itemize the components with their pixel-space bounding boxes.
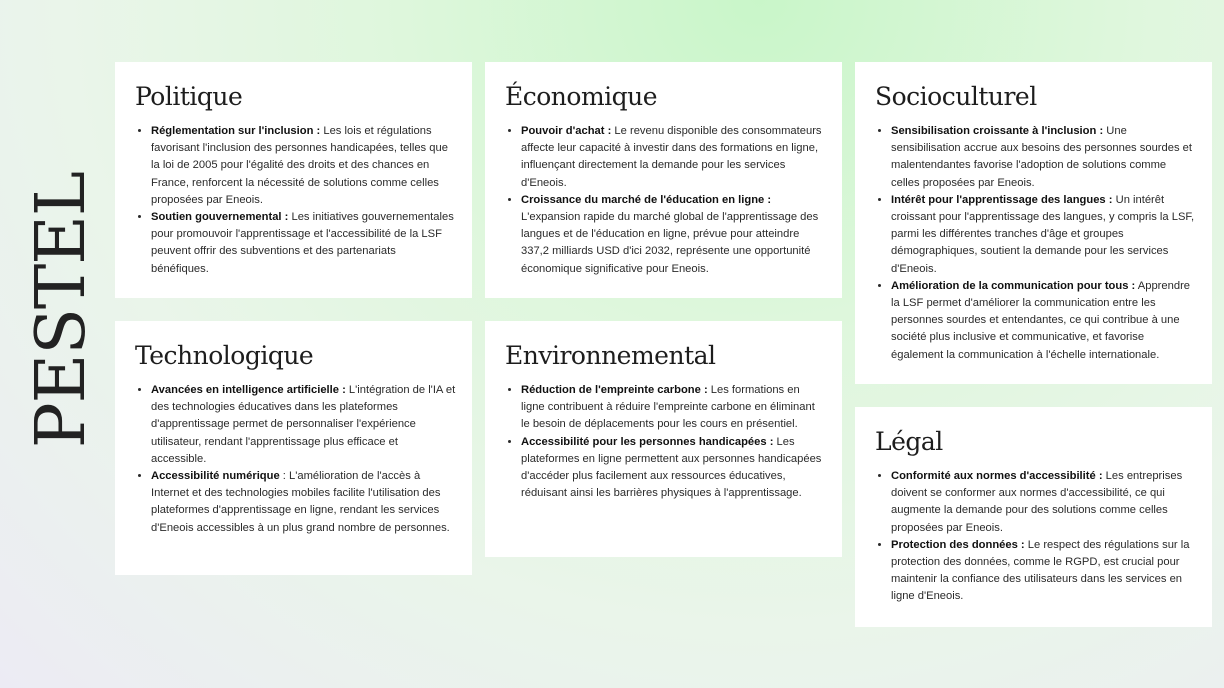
item-text: Le revenu disponible des consommateurs affecte leur capacité à investir dans des formations en ligne, influençant directement la demande pour les services d'Eneois. [521,125,822,189]
card-socioculturel [855,62,1212,384]
item-heading: Conformité aux normes d'accessibilité : [891,470,1103,482]
bullet-list [875,123,1196,364]
card-technologique [115,321,472,575]
list-item [521,192,826,278]
item-heading: Réduction de l'empreinte carbone : [521,384,708,396]
item-heading: Sensibilisation croissante à l'inclusion : [891,125,1104,137]
card-economique [485,62,842,298]
card-title: Politique [135,82,243,111]
list-item [521,434,826,503]
list-item [151,468,456,537]
bullet-list [505,123,826,278]
card-title: Économique [505,82,658,111]
list-item [891,123,1196,192]
list-item [891,192,1196,278]
item-text: Les lois et régulations favorisant l'inclusion des personnes handicapées, telles que la loi de 2005 pour l'égalité des droits et des chances en France, renforcent la nécessité de solutions comme celles proposées par Eneois. [151,125,448,206]
item-heading: Avancées en intelligence artificielle : [151,384,346,396]
item-text: : L'amélioration de l'accès à Internet et des technologies mobiles facilite l'utilisation des plateformes d'apprentissage en ligne, rendant les services d'Eneois accessibles à un plus grand nombre de personnes. [151,470,450,534]
item-text: Une sensibilisation accrue aux besoins des personnes sourdes et malentendantes favorise l'adoption de solutions comme celles proposées par Eneois. [891,125,1192,189]
list-item [891,537,1196,606]
bullet-list [135,382,456,537]
item-heading: Accessibilité pour les personnes handicapées : [521,435,774,448]
card-title: Environnemental [505,341,716,370]
item-text: L'intégration de l'IA et des technologies éducatives dans les plateformes d'apprentissage permet de personnaliser l'expérience utilisateur, rendant l'apprentissage plus efficace et accessible. [151,384,456,465]
item-text: Les plateformes en ligne permettent aux personnes handicapées d'accéder plus facilement aux ressources éducatives, réduisant ainsi les barrières physiques à l'apprentissage. [521,435,822,500]
card-legal [855,407,1212,627]
item-heading: Protection des données : [891,538,1025,551]
card-title: Socioculturel [875,82,1037,111]
bullet-list [875,468,1196,606]
list-item [891,278,1196,364]
list-item [891,468,1196,537]
item-heading: Soutien gouvernemental : [151,211,289,224]
list-item [151,123,456,209]
item-text: Les entreprises doivent se conformer aux normes d'accessibilité, ce qui augmente la demande pour des solutions comme celles proposées par Eneois. [891,470,1183,534]
card-title: Légal [875,427,943,456]
item-text: L'expansion rapide du marché global de l'apprentissage des langues et de l'éducation en ligne, prévue pour atteindre 337,2 milliards USD d'ici 2032, représente une opportunité économique significative pour Eneois. [521,211,819,275]
item-heading: Pouvoir d'achat : [521,125,612,137]
item-heading: Accessibilité numérique [151,470,280,483]
pestel-title-container [22,171,102,449]
item-text: Les formations en ligne contribuent à réduire l'empreinte carbone en éliminant le besoin de déplacements pour les cours en présentiel. [521,384,815,431]
item-text: Un intérêt croissant pour l'apprentissage des langues, y compris la LSF, parmi les différentes tranches d'âge et groupes démographiques, soutient la demande pour les services d'Eneois. [891,193,1195,275]
card-politique [115,62,472,298]
pestel-title: PESTEL [22,171,102,449]
item-heading: Intérêt pour l'apprentissage des langues : [891,193,1113,206]
list-item [151,209,456,278]
list-item [151,382,456,468]
card-environnemental [485,321,842,557]
item-text: Apprendre la LSF permet d'améliorer la communication entre les personnes sourdes et entendantes, ce qui contribue à une société plus inclusive et communicative, et favorise également la communication à l'échelle internationale. [891,279,1191,361]
list-item [521,123,826,192]
item-heading: Réglementation sur l'inclusion : [151,125,321,137]
list-item [521,382,826,434]
item-text: Les initiatives gouvernementales pour promouvoir l'apprentissage et l'accessibilité de la LSF peuvent offrir des subventions et des partenariats bénéfiques. [151,211,454,275]
item-text: Le respect des régulations sur la protection des données, comme le RGPD, est crucial pour maintenir la confiance des utilisateurs dans les services en ligne d'Eneois. [891,538,1190,603]
item-heading: Croissance du marché de l'éducation en ligne : [521,193,772,206]
card-title: Technologique [135,341,314,370]
bullet-list [505,382,826,502]
item-heading: Amélioration de la communication pour tous : [891,279,1136,292]
bullet-list [135,123,456,278]
